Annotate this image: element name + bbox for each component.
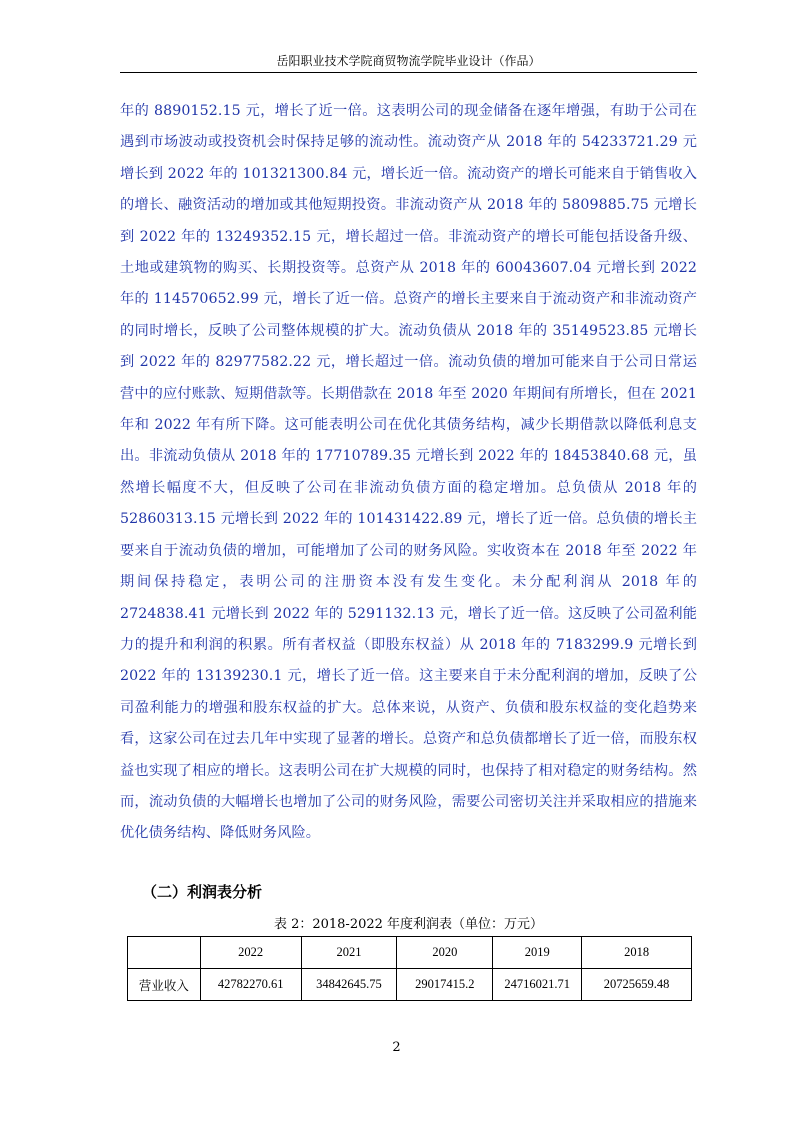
column-header-2020: 2020 [397, 937, 493, 969]
table-cell: 24716021.71 [493, 969, 582, 1001]
table-cell: 20725659.48 [582, 969, 692, 1001]
page-header: 岳阳职业技术学院商贸物流学院毕业设计（作品） [276, 54, 541, 68]
body-paragraph: 年的 8890152.15 元，增长了近一倍。这表明公司的现金储备在逐年增强，有助于公司在遇到市场波动或投资机会时保持足够的流动性。流动资产从 2018 年的 54233721.29 元增长到 2022 年的 101321300.84 元，增长近一倍。流动资产的增长可能来自于销售收入的增长、融资活动的增加或其他短期投资。非流动资产从 2018 年的 5809885.75 元增长到 2022 年的 13249352.15 元，增长超过一倍。非流动资产的增长可能包括设备升级、土地或建筑物的购买、长期投资等。总资产从 2018 年的 60043607.04 元增长到 2022 年的 114570652.99 元，增长了近一倍。总资产的增长主要来自于流动资产和非流动资产的同时增长，反映了公司整体规模的扩大。流动负债从 2018 年的 35149523.85 元增长到 2022 年的 82977582.22 元，增长超过一倍。流动负债的增加可能来自于公司日常运营中的应付账款、短期借款等。长期借款在 2018 年至 2020 年期间有所增长，但在 2021 年和 2022 年有所下降。这可能表明公司在优化其债务结构，减少长期借款以降低利息支出。非流动负债从 2018 年的 17710789.35 元增长到 2022 年的 18453840.68 元，虽然增长幅度不大，但反映了公司在非流动负债方面的稳定增加。总负债从 2018 年的 52860313.15 元增长到 2022 年的 101431422.89 元，增长了近一倍。总负债的增长主要来自于流动负债的增加，可能增加了公司的财务风险。实收资本在 2018 年至 2022 年期间保持稳定，表明公司的注册资本没有发生变化。未分配利润从 2018 年的 2724838.41 元增长到 2022 年的 5291132.13 元，增长了近一倍。这反映了公司盈利能力的提升和利润的积累。所有者权益（即股东权益）从 2018 年的 7183299.9 元增长到 2022 年的 13139230.1 元，增长了近一倍。这主要来自于未分配利润的增加，反映了公司盈利能力的增强和股东权益的扩大。总体来说，从资产、负债和股东权益的变化趋势来看，这家公司在过去几年中实现了显著的增长。总资产和总负债都增长了近一倍，而股东权益也实现了相应的增长。这表明公司在扩大规模的同时，也保持了相对稳定的财务结构。然而，流动负债的大幅增长也增加了公司的财务风险，需要公司密切关注并采取相应的措施来优化债务结构、降低财务风险。 [120, 103, 697, 842]
column-header-2021: 2021 [301, 937, 397, 969]
table-cell: 29017415.2 [397, 969, 493, 1001]
column-header-2018: 2018 [582, 937, 692, 969]
column-header-2019: 2019 [493, 937, 582, 969]
table-header-row [128, 937, 692, 969]
row-label: 营业收入 [128, 969, 201, 1001]
table-row [128, 969, 692, 1001]
column-header-2022: 2022 [200, 937, 301, 969]
page-number: 2 [392, 1040, 401, 1055]
income-statement-table [127, 936, 692, 1001]
section-heading: （二）利润表分析 [142, 883, 263, 901]
table-cell: 34842645.75 [301, 969, 397, 1001]
table-corner-cell [128, 937, 201, 969]
table-cell: 42782270.61 [200, 969, 301, 1001]
header-divider [120, 72, 697, 73]
table-caption: 表 2：2018-2022 年度利润表（单位：万元） [273, 917, 544, 932]
